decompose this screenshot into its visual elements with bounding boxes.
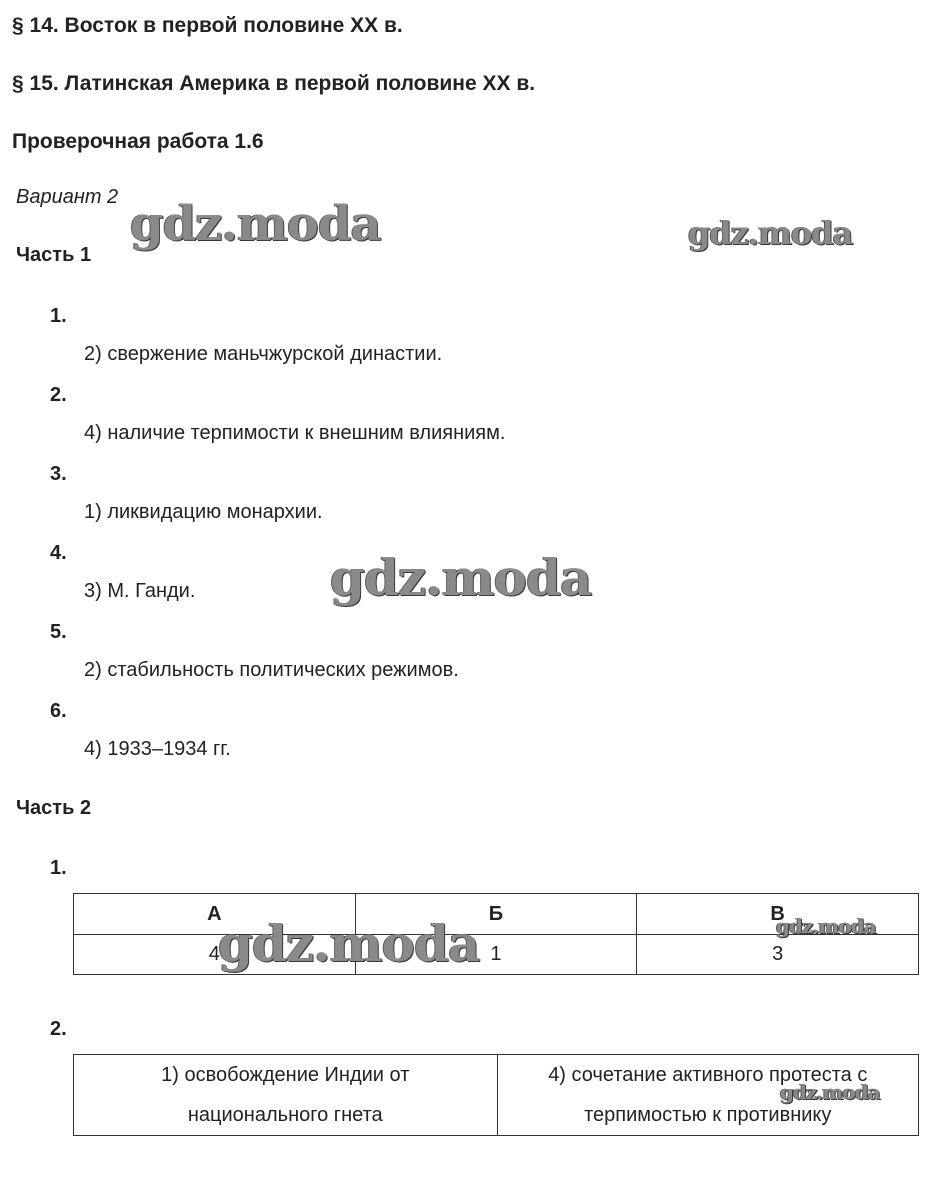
part1-title: Часть 1 bbox=[16, 244, 92, 266]
watermark-logo: gdz.moda bbox=[218, 914, 480, 973]
answer-cell-1 bbox=[74, 1055, 498, 1136]
watermark-logo: gdz.moda bbox=[688, 214, 853, 252]
watermark-logo: gdz.moda bbox=[776, 914, 876, 938]
part2-q2-table bbox=[73, 1054, 919, 1136]
part1-q5-number: 5. bbox=[50, 621, 67, 643]
part1-q2-answer: 4) наличие терпимости к внешним влияниям. bbox=[84, 422, 506, 444]
part2-title: Часть 2 bbox=[16, 797, 92, 819]
part1-q3-answer: 1) ликвидацию монархии. bbox=[84, 501, 323, 523]
table-header-a: А bbox=[74, 894, 356, 935]
answer-cell-2-line2: терпимостью к противнику bbox=[584, 1104, 832, 1126]
part1-q2-number: 2. bbox=[50, 384, 67, 406]
table-value-v: 3 bbox=[637, 935, 919, 975]
part2-q2-number: 2. bbox=[50, 1018, 67, 1040]
table-header-b: Б bbox=[355, 894, 637, 935]
answer-cell-2-line1: 4) сочетание активного протеста с bbox=[548, 1064, 868, 1086]
part2-q1-table bbox=[73, 893, 919, 975]
table-value-b: 1 bbox=[355, 935, 637, 975]
watermark-logo: gdz.moda bbox=[130, 196, 381, 252]
part1-q3-number: 3. bbox=[50, 463, 67, 485]
part1-q6-answer: 4) 1933–1934 гг. bbox=[84, 738, 231, 760]
variant-label: Вариант 2 bbox=[16, 186, 119, 208]
table-value-a: 4 bbox=[74, 935, 356, 975]
part1-q1-answer: 2) свержение маньчжурской династии. bbox=[84, 343, 443, 365]
section-15-heading: § 15. Латинская Америка в первой половине XX в. bbox=[12, 72, 536, 95]
answer-cell-2 bbox=[497, 1055, 918, 1136]
answer-cell-1-line1: 1) освобождение Индии от bbox=[161, 1064, 410, 1086]
watermark-logo: gdz.moda bbox=[330, 548, 592, 607]
answer-cell-1-line2: национального гнета bbox=[187, 1104, 383, 1126]
section-14-heading: § 14. Восток в первой половине XX в. bbox=[12, 14, 403, 37]
part1-q5-answer: 2) стабильность политических режимов. bbox=[84, 659, 459, 681]
watermark-logo: gdz.moda bbox=[780, 1080, 880, 1104]
part1-q6-number: 6. bbox=[50, 700, 67, 722]
part1-q4-answer: 3) М. Ганди. bbox=[84, 580, 196, 602]
part1-q1-number: 1. bbox=[50, 305, 67, 327]
table-header-v: В bbox=[637, 894, 919, 935]
part1-q4-number: 4. bbox=[50, 542, 67, 564]
test-title: Проверочная работа 1.6 bbox=[12, 130, 264, 153]
part2-q1-number: 1. bbox=[50, 857, 67, 879]
